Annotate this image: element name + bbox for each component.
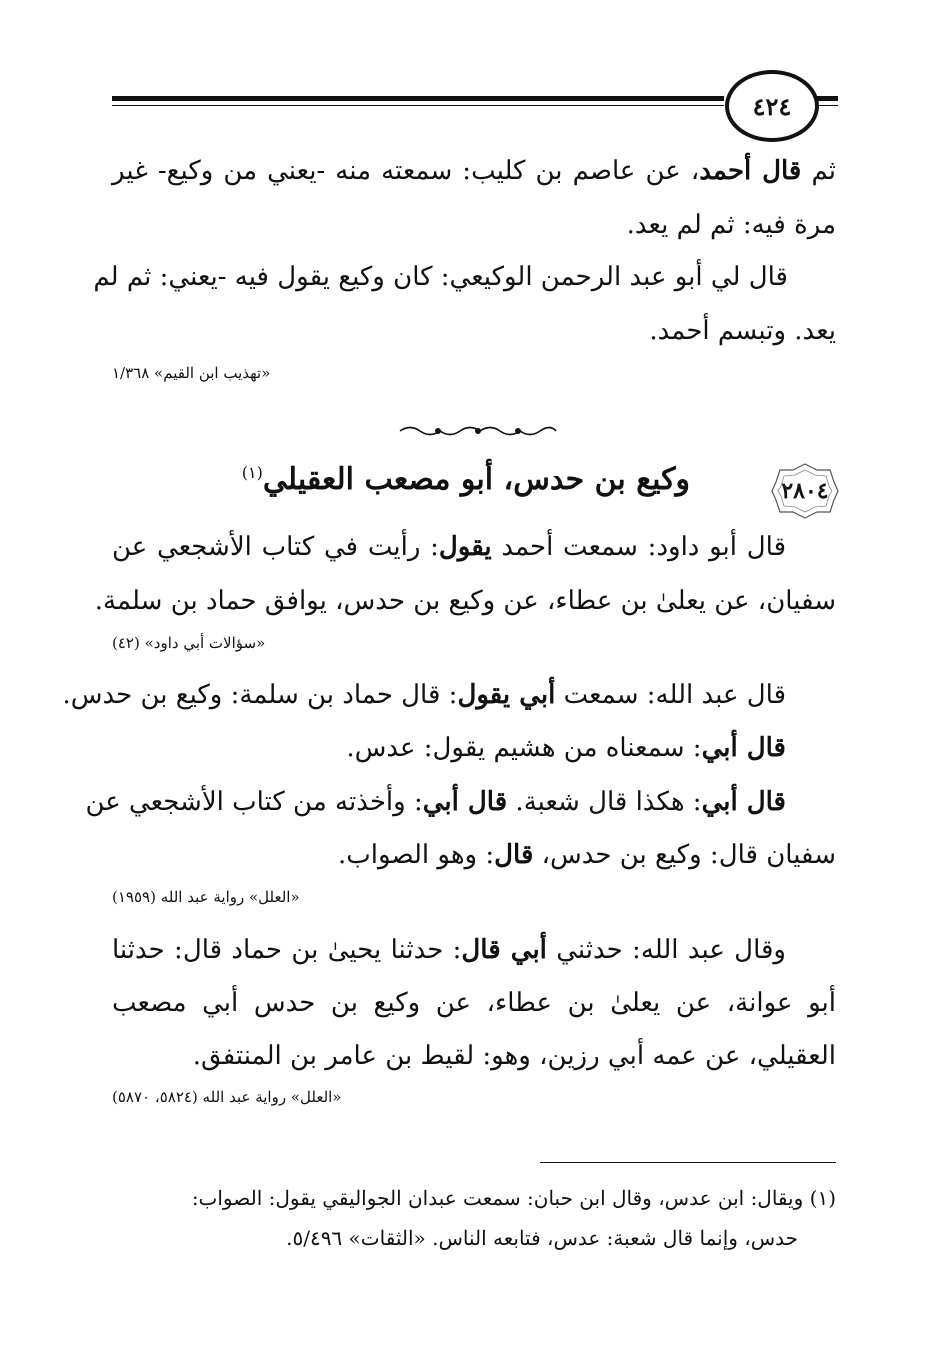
footnote-line: (١) ويقال: ابن عدس، وقال ابن حبان: سمعت عبدان الجواليقي يقول: الصواب: — [191, 1186, 836, 1210]
source-citation: «تهذيب ابن القيم» ١/٣٦٨ — [112, 364, 271, 382]
text-line: قال لي أبو عبد الرحمن الوكيعي: كان وكيع يقول فيه -يعني: ثم لم — [93, 262, 788, 292]
text-line: وقال عبد الله: حدثني أبي قال: حدثنا يحيىٰ بن حماد قال: حدثنا — [112, 935, 786, 965]
source-citation: «سؤالات أبي داود» (٤٢) — [112, 634, 266, 652]
footnote-line: حدس، وإنما قال شعبة: عدس، فتابعه الناس. «الثقات» ٥/٤٩٦. — [286, 1226, 798, 1250]
divider-ornament — [398, 424, 558, 438]
text-line: سفيان، عن يعلىٰ بن عطاء، عن وكيع بن حدس، يوافق حماد بن سلمة. — [94, 586, 836, 616]
entry-title: وكيع بن حدس، أبو مصعب العقيلي$^{(١)}$ — [241, 462, 690, 497]
entry-number: ٢٨٠٤ — [781, 478, 829, 504]
text-line: قال عبد الله: سمعت أبي يقول: قال حماد بن سلمة: وكيع بن حدس. — [62, 680, 786, 710]
text-line: قال أبو داود: سمعت أحمد يقول: رأيت في كتاب الأشجعي عن — [112, 532, 786, 562]
source-citation: «العلل» رواية عبد الله (١٩٥٩) — [112, 888, 300, 906]
text-line: قال أبي: هكذا قال شعبة. قال أبي: وأخذته من كتاب الأشجعي عن — [85, 787, 786, 817]
text-line: سفيان قال: وكيع بن حدس، قال: وهو الصواب. — [338, 840, 836, 870]
footnote-rule — [540, 1162, 836, 1163]
text-line: العقيلي، عن عمه أبي رزين، وهو: لقيط بن عامر بن المنتفق. — [192, 1041, 836, 1071]
header-rule — [112, 96, 724, 101]
text-line: يعد. وتبسم أحمد. — [649, 316, 836, 346]
text-line: مرة فيه: ثم لم يعد. — [626, 210, 836, 240]
footnote-marker: (١) — [241, 463, 263, 482]
text-line: قال أبي: سمعناه من هشيم يقول: عدس. — [346, 733, 786, 763]
header-rule-thin — [112, 105, 724, 106]
source-citation: «العلل» رواية عبد الله (٥٨٢٤، ٥٨٧٠) — [112, 1088, 342, 1106]
text-line: أبو عوانة، عن يعلىٰ بن عطاء، عن وكيع بن حدس أبي مصعب — [112, 988, 836, 1018]
text-line: ثم قال أحمد، عن عاصم بن كليب: سمعته منه -يعني من وكيع- غير — [112, 156, 836, 186]
page-number: ٤٢٤ — [725, 70, 819, 142]
